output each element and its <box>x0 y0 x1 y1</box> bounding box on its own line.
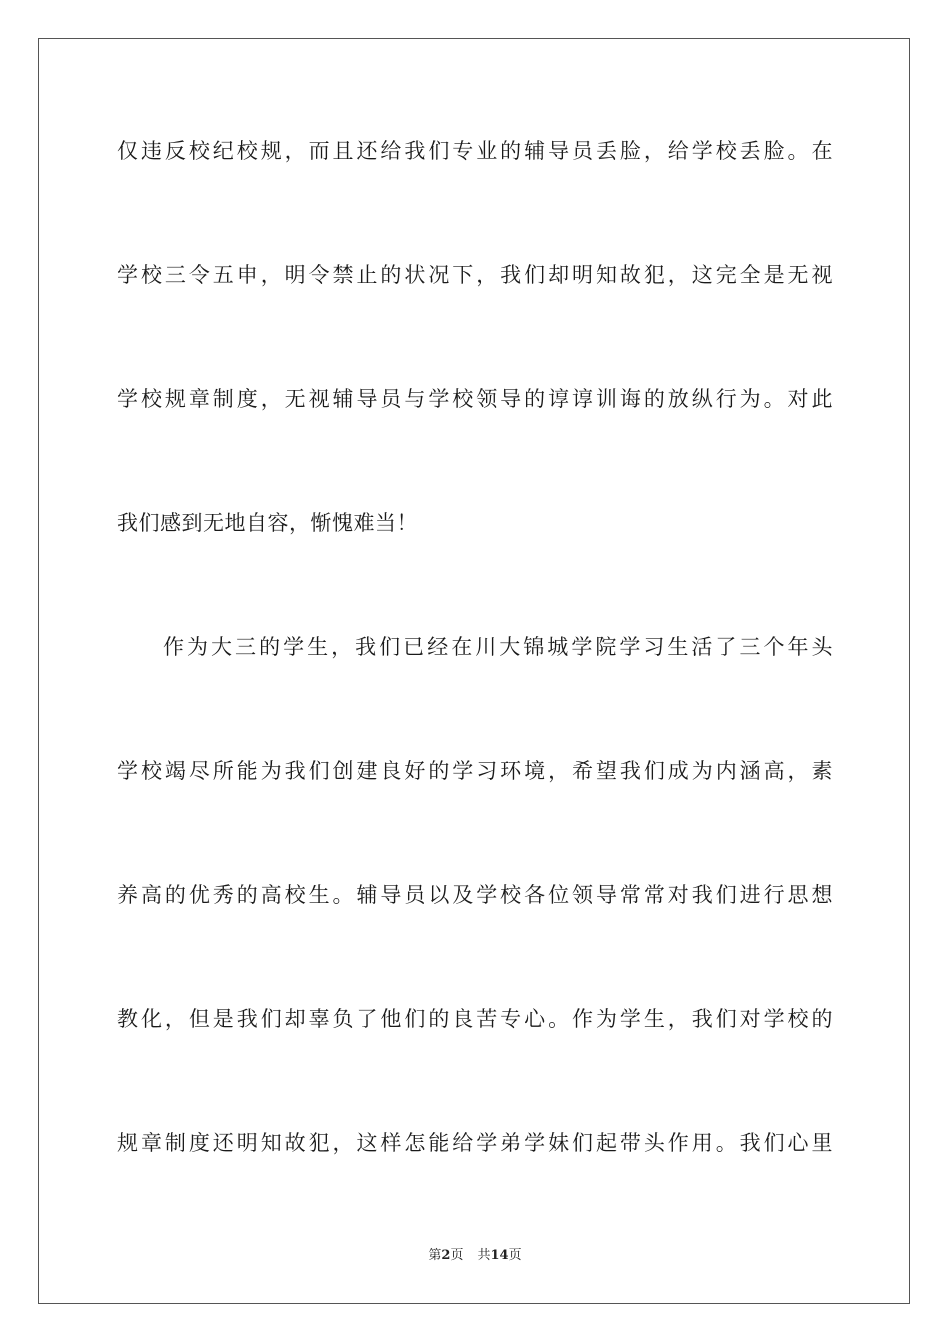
body-text-line: 仅违反校纪校规，而且还给我们专业的辅导员丢脸，给学校丢脸。在 <box>117 139 833 163</box>
body-text-line: 教化，但是我们却辜负了他们的良苦专心。作为学生，我们对学校的 <box>117 1007 833 1031</box>
total-prefix: 共 <box>477 1248 491 1263</box>
page-suffix: 页 <box>450 1248 464 1263</box>
body-text-line: 养高的优秀的高校生。辅导员以及学校各位领导常常对我们进行思想 <box>117 883 833 907</box>
page-border <box>38 38 910 1304</box>
body-text-line: 我们感到无地自容，惭愧难当！ <box>117 511 418 535</box>
body-text-line: 学校规章制度，无视辅导员与学校领导的谆谆训诲的放纵行为。对此 <box>117 387 833 411</box>
body-text-line: 学校三令五申，明令禁止的状况下，我们却明知故犯，这完全是无视 <box>117 263 833 287</box>
page-number: 2 <box>441 1248 451 1263</box>
paragraph-first-line: 作为大三的学生，我们已经在川大锦城学院学习生活了三个年头 <box>163 635 833 659</box>
total-pages: 14 <box>490 1248 509 1263</box>
body-text-line: 规章制度还明知故犯，这样怎能给学弟学妹们起带头作用。我们心里 <box>117 1131 833 1155</box>
body-text-line: 学校竭尽所能为我们创建良好的学习环境，希望我们成为内涵高，素 <box>117 759 833 783</box>
page-footer <box>0 1246 950 1266</box>
total-suffix: 页 <box>508 1248 522 1263</box>
page-prefix: 第 <box>428 1248 442 1263</box>
